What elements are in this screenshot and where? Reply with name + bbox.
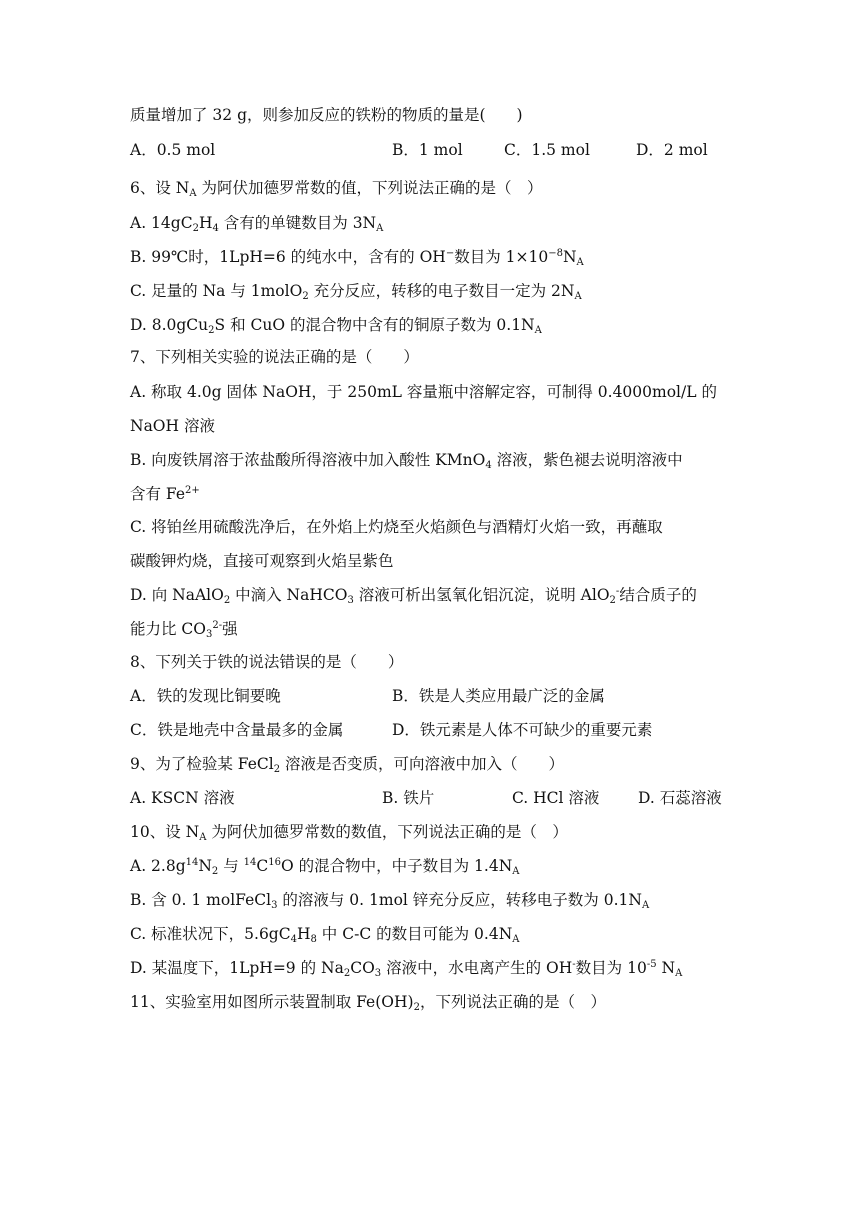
q7-option-b-line1: B. 向废铁屑溶于浓盐酸所得溶液中加入酸性 KMnO$_4$ 溶液，紫色褪去说明溶液中 (130, 451, 683, 471)
q5-option-d: D．2 mol (636, 141, 708, 159)
q10-option-a: A. $2.8g^{14}N_2$ 与 $^{14}C^{16}O$ 的混合物中，中子数目为 $1.4N_A$ (130, 857, 520, 877)
q7-option-b-line2: 含有 $Fe^{2+}$ (130, 485, 200, 503)
q7-stem: 7、下列相关实验的说法正确的是（ ） (130, 348, 419, 366)
q8-options-cd (130, 720, 653, 740)
q6-option-a: A. $14gC_2H_4$ 含有的单键数目为 $3N_A$ (130, 214, 384, 234)
q8-option-b: B．铁是人类应用最广泛的金属 (392, 687, 605, 705)
q9-option-a: A. KSCN 溶液 (130, 789, 235, 807)
q6-option-d: D. 8.0gCu$_2$S 和 CuO 的混合物中含有的铜原子数为 $0.1N_A$ (130, 316, 542, 336)
q5-stem-continuation: 质量增加了 32 g，则参加反应的铁粉的物质的量是( ) (130, 106, 523, 124)
q7-option-a-line1: A. 称取 4.0g 固体 NaOH，于 250mL 容量瓶中溶解定容，可制得 0.4000mol/L 的 (130, 383, 717, 401)
q8-option-c: C．铁是地壳中含量最多的金属 (130, 721, 344, 739)
q10-option-b: B. 含 0. 1 molFeCl$_3$ 的溶液与 0. 1mol 锌充分反应，转移电子数为 $0.1N_A$ (130, 891, 650, 911)
q5-option-c: C．1.5 mol (504, 141, 590, 159)
q7-option-c-line1: C. 将铂丝用硫酸洗净后，在外焰上灼烧至火焰颜色与酒精灯火焰一致，再蘸取 (130, 518, 663, 536)
q5-option-b: B．1 mol (392, 141, 463, 159)
q10-option-c: C. 标准状况下，$5.6gC_4H_8$ 中 C-C 的数目可能为 $0.4N_A$ (130, 925, 520, 945)
q6-stem: 6、设 $N_A$ 为阿伏加德罗常数的值，下列说法正确的是（ ） (130, 179, 543, 199)
q8-option-d: D．铁元素是人体不可缺少的重要元素 (392, 721, 653, 739)
q10-option-d: D. 某温度下，1LpH=9 的 $Na_2CO_3$ 溶液中，水电离产生的 OH-数目为 $10^{-5}$ $N_A$ (130, 959, 683, 979)
q5-option-a: A．0.5 mol (130, 141, 216, 159)
q7-option-a-line2: NaOH 溶液 (130, 417, 215, 435)
q5-options (130, 140, 708, 160)
q7-option-c-line2: 碳酸钾灼烧，直接可观察到火焰呈紫色 (130, 552, 394, 570)
q9-option-d: D. 石蕊溶液 (638, 789, 722, 807)
q9-stem: 9、为了检验某 FeCl$_2$ 溶液是否变质，可向溶液中加入（ ） (130, 755, 564, 775)
q6-option-c: C. 足量的 Na 与 1molO$_2$ 充分反应，转移的电子数目一定为 $2N_A$ (130, 282, 582, 302)
q9-option-b: B. 铁片 (382, 789, 435, 807)
q9-option-c: C. HCl 溶液 (512, 789, 600, 807)
q8-option-a: A．铁的发现比铜要晚 (130, 687, 281, 705)
q9-options (130, 788, 722, 808)
q8-stem: 8、下列关于铁的说法错误的是（ ） (130, 653, 404, 671)
q10-stem: 10、设 $N_A$ 为阿伏加德罗常数的数值，下列说法正确的是（ ） (130, 823, 568, 843)
q11-stem: 11、实验室用如图所示装置制取 $Fe(OH)_2$，下列说法正确的是（ ） (130, 993, 606, 1013)
q8-options-ab (130, 686, 605, 706)
q7-option-d-line1: D. 向 NaAlO$_2$ 中滴入 NaHCO$_3$ 溶液可析出氢氧化铝沉淀，说明 AlO$_2$-结合质子的 (130, 586, 697, 606)
q7-option-d-line2: 能力比 $CO_3^{2-}$强 (130, 620, 238, 640)
q6-option-b: B. 99℃时，1LpH=6 的纯水中，含有的 OH−数目为 $1\times 10^{-8}N_A$ (130, 248, 584, 268)
